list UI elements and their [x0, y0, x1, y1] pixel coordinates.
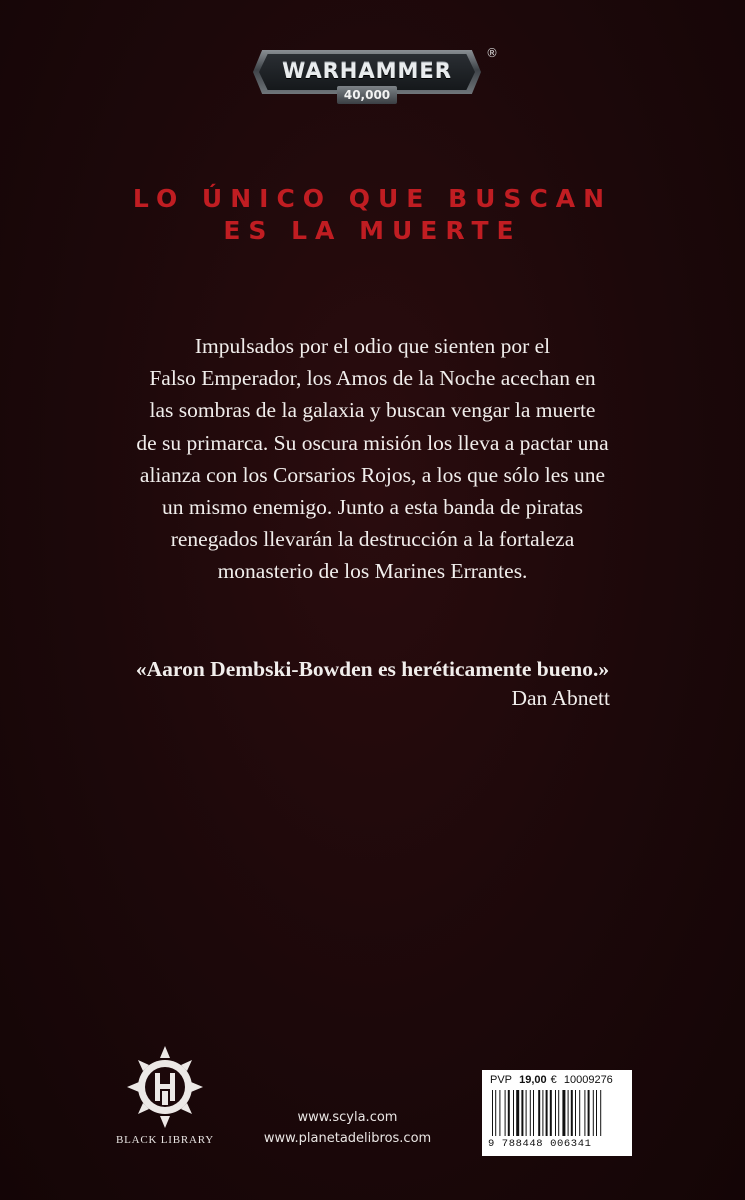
- publisher-websites: [240, 1107, 455, 1149]
- tagline-line-2: ES LA MUERTE: [223, 216, 522, 245]
- isbn-digits: 9 788448 006341: [488, 1138, 592, 1150]
- website-link-scyla[interactable]: www.scyla.com: [297, 1110, 398, 1125]
- black-library-label: BLACK LIBRARY: [115, 1134, 215, 1146]
- review-quote: «Aaron Dembski-Bowden es heréticamente bueno.»: [135, 657, 610, 681]
- pvp-label: PVP: [490, 1074, 513, 1086]
- synopsis-line: renegados llevarán la destrucción a la fortaleza: [170, 527, 575, 552]
- barcode: [488, 1090, 626, 1138]
- warhammer-logo-subtext: 40,000: [337, 86, 397, 104]
- synopsis-line: Impulsados por el odio que sienten por el: [194, 334, 551, 358]
- price-value: 19,00: [519, 1074, 547, 1086]
- quote-author: Dan Abnett: [511, 686, 610, 710]
- warhammer-logo-text: WARHAMMER: [282, 59, 452, 83]
- synopsis-line: las sombras de la galaxia y buscan vengar la muerte: [149, 398, 596, 423]
- synopsis-line: Falso Emperador, los Amos de la Noche acechan en: [149, 366, 596, 391]
- synopsis-line: un mismo enemigo. Junto a esta banda de piratas: [162, 495, 583, 520]
- price-line: [490, 1074, 613, 1086]
- tagline-line-1: LO ÚNICO QUE BUSCAN: [132, 184, 613, 213]
- price-currency: €: [550, 1074, 557, 1086]
- registered-mark: ®: [486, 46, 498, 60]
- synopsis-line: alianza con los Corsarios Rojos, a los que sólo les une: [139, 462, 606, 487]
- tagline: [0, 183, 745, 247]
- product-code: 10009276: [563, 1074, 613, 1086]
- warhammer-40000-logo: [253, 50, 481, 108]
- black-library-emblem-icon: [127, 1046, 203, 1128]
- price-barcode-box: [482, 1070, 632, 1156]
- website-link-planeta[interactable]: www.planetadelibros.com: [263, 1131, 432, 1146]
- synopsis: [90, 330, 655, 588]
- black-library-logo: [110, 1046, 220, 1156]
- synopsis-line: de su primarca. Su oscura misión los lleva a pactar una: [136, 430, 609, 455]
- synopsis-line: monasterio de los Marines Errantes.: [217, 559, 528, 584]
